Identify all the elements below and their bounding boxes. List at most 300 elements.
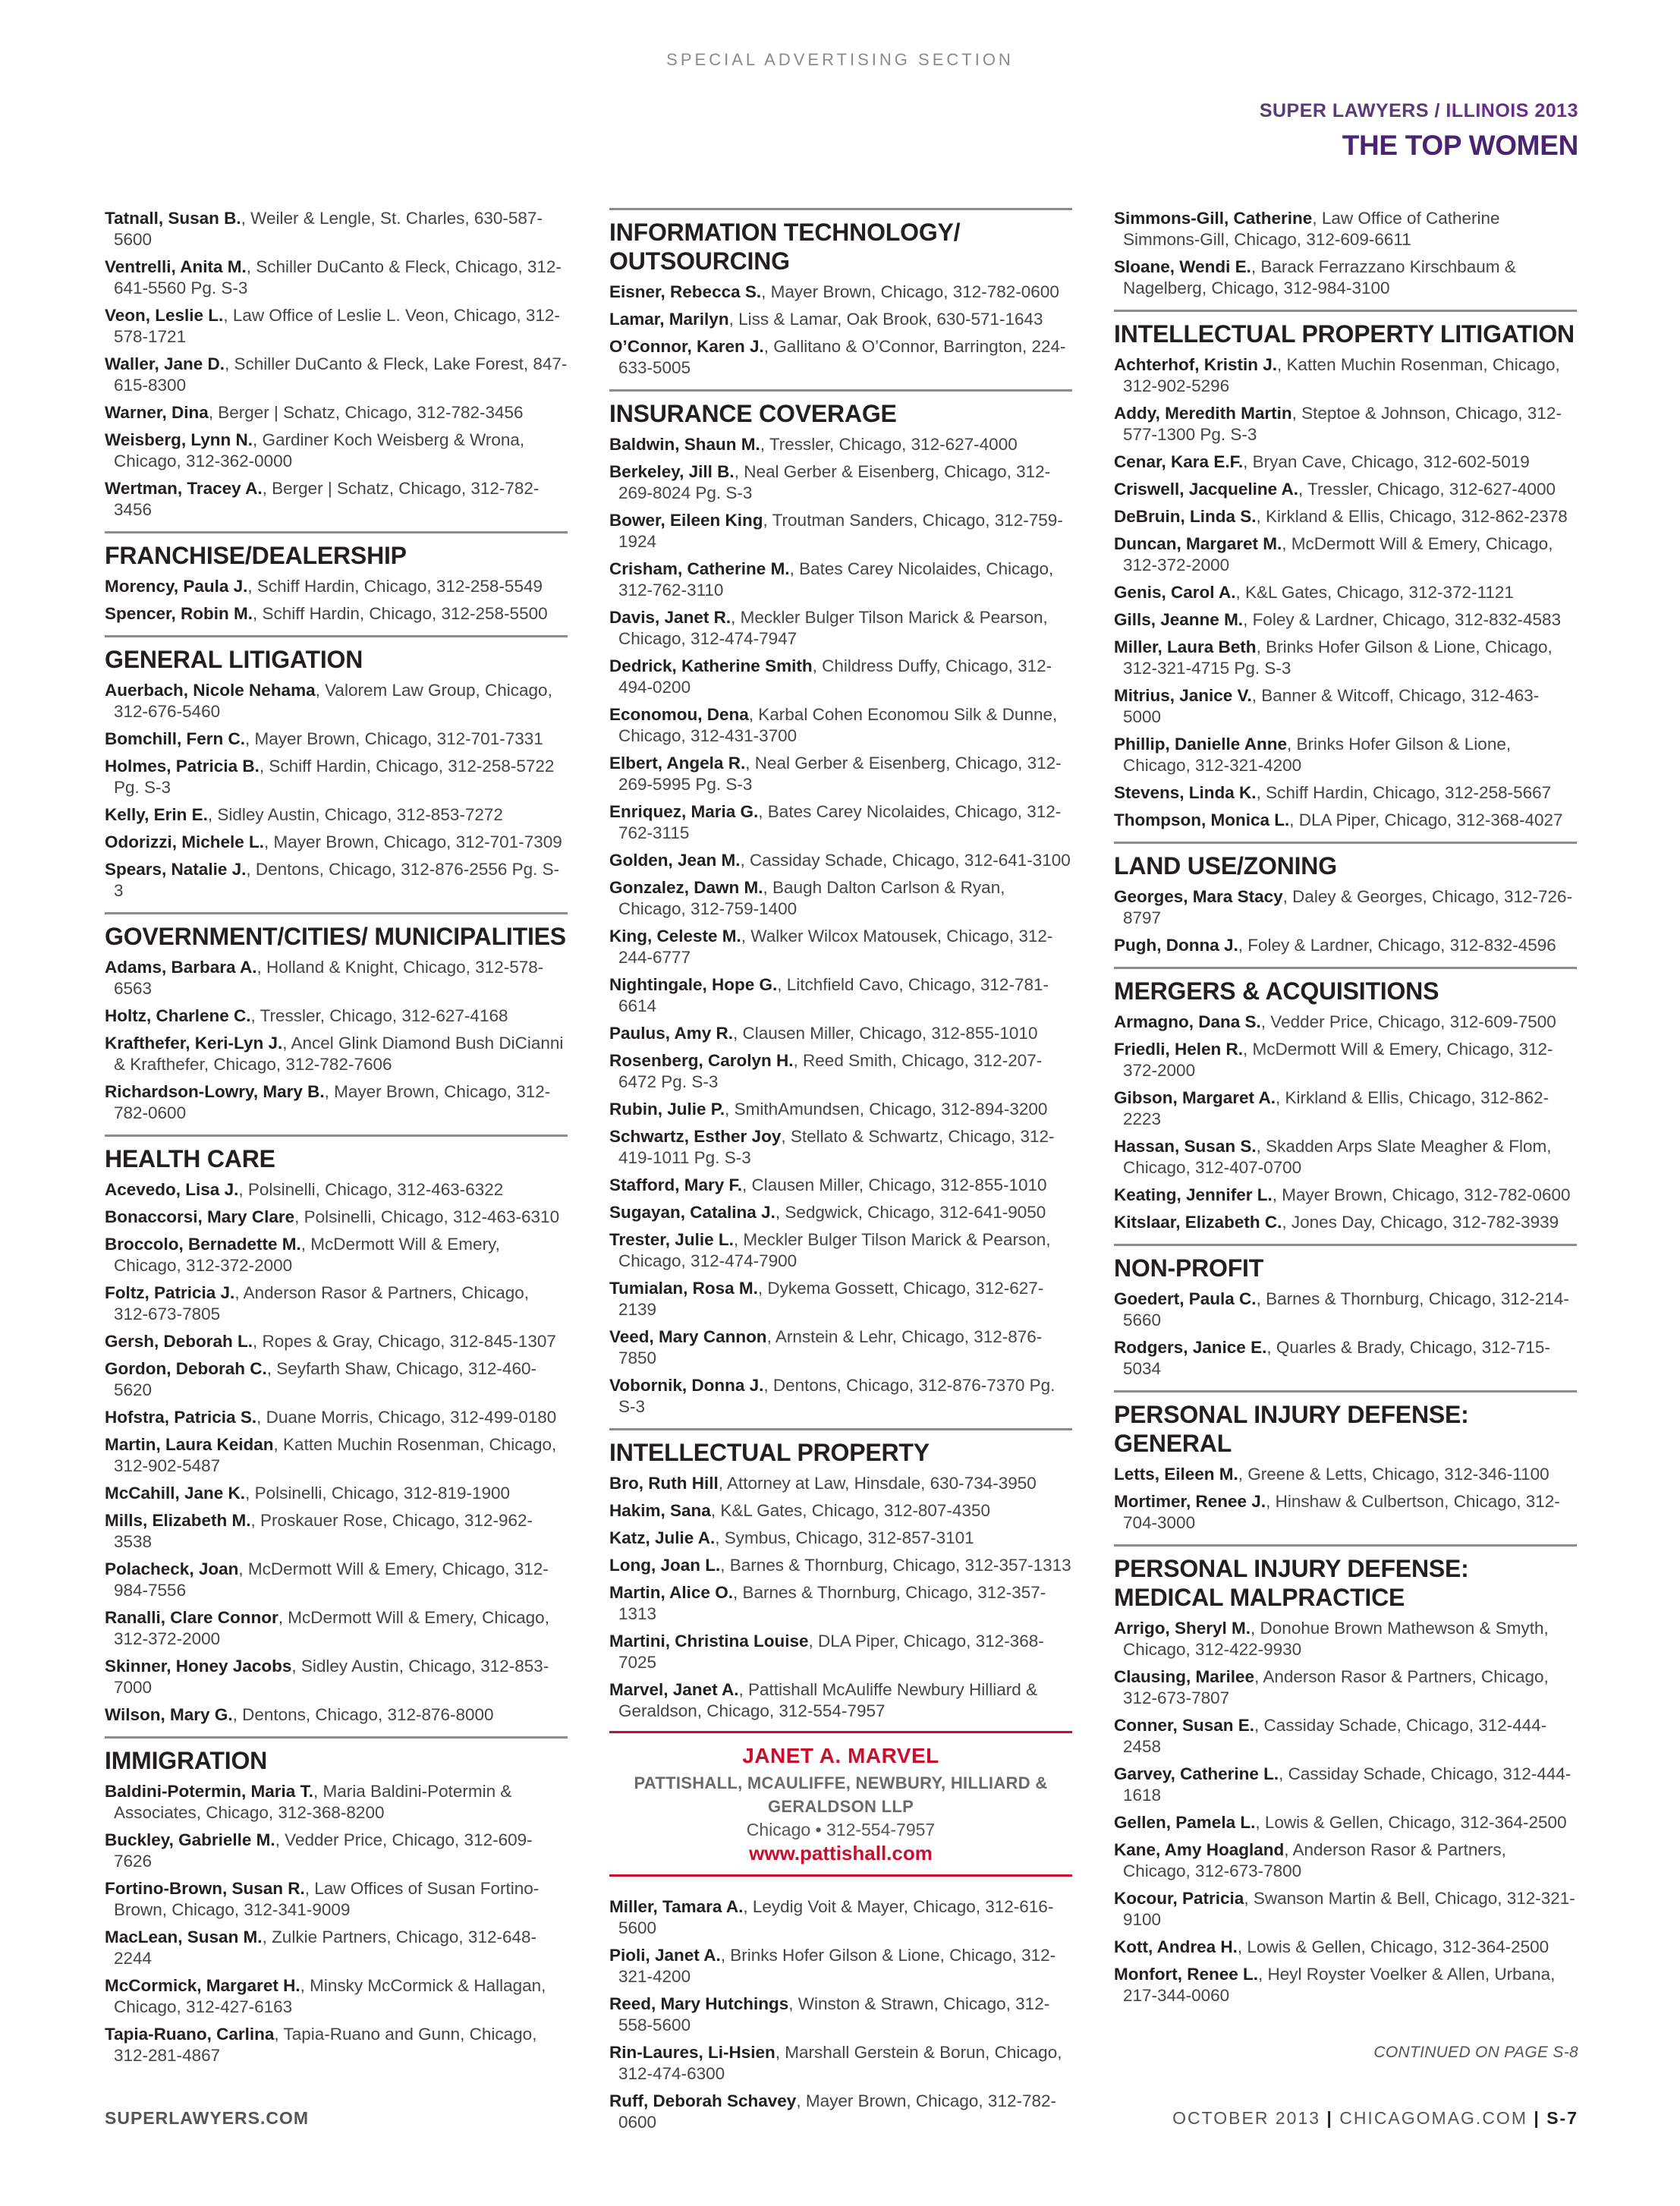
lawyer-detail: , Vedder Price, Chicago, 312-609-7626 (114, 1830, 533, 1871)
footer-date: OCTOBER 2013 (1172, 2108, 1320, 2128)
directory-section (609, 389, 1072, 1418)
lawyer-detail: , Sidley Austin, Chicago, 312-853-7272 (207, 805, 503, 824)
lawyer-detail: , Berger | Schatz, Chicago, 312-782-3456 (208, 403, 524, 422)
lawyer-detail: , Arnstein & Lehr, Chicago, 312-876-7850 (618, 1327, 1043, 1367)
lawyer-name: Criswell, Jacqueline A. (1114, 480, 1299, 499)
lawyer-detail: , Brinks Hofer Gilson & Lione, Chicago, 312-321-4200 (1123, 735, 1512, 775)
list-item (105, 1656, 568, 1698)
lawyer-name: Miller, Laura Beth (1114, 637, 1257, 656)
lawyer-name: Rodgers, Janice E. (1114, 1338, 1267, 1357)
lawyer-detail: , Gardiner Koch Weisberg & Wrona, Chicago, 312-362-0000 (114, 430, 525, 470)
lawyer-detail: , Minsky McCormick & Hallagan, Chicago, 312-427-6163 (114, 1976, 546, 2016)
lawyer-detail: , Mayer Brown, Chicago, 312-782-0600 (114, 1082, 551, 1122)
lawyer-name: Achterhof, Kristin J. (1114, 355, 1278, 374)
section-heading: INTELLECTUAL PROPERTY (609, 1428, 1072, 1467)
lawyer-detail: , Katten Muchin Rosenman, Chicago, 312-902-5296 (1123, 355, 1560, 395)
lawyer-detail: , Stellato & Schwartz, Chicago, 312-419-1011 Pg. S-3 (618, 1127, 1055, 1167)
lawyer-detail: , Schiff Hardin, Chicago, 312-258-5722 Pg. S-3 (114, 757, 555, 797)
list-item (609, 1202, 1072, 1223)
section-heading: PERSONAL INJURY DEFENSE: GENERAL (1114, 1390, 1577, 1458)
lawyer-name: Clausing, Marilee (1114, 1667, 1255, 1686)
list-item (105, 680, 568, 722)
lawyer-name: Fortino-Brown, Susan R. (105, 1879, 305, 1898)
lawyer-detail: , Mayer Brown, Chicago, 312-782-0600 (761, 282, 1059, 301)
lawyer-name: Elbert, Angela R. (609, 754, 746, 773)
page-number: S-7 (1546, 2108, 1578, 2128)
lawyer-name: Long, Joan L. (609, 1556, 721, 1575)
lawyer-name: Paulus, Amy R. (609, 1024, 733, 1043)
lawyer-name: DeBruin, Linda S. (1114, 507, 1257, 526)
lawyer-name: Addy, Meredith Martin (1114, 404, 1292, 423)
list-item (1114, 354, 1577, 397)
list-item (1114, 1464, 1577, 1485)
lawyer-name: Kane, Amy Hoagland (1114, 1840, 1285, 1859)
lawyer-name: Spencer, Robin M. (105, 604, 253, 623)
lawyer-name: Gordon, Deborah C. (105, 1359, 267, 1378)
brand-name: SUPER LAWYERS / (1259, 100, 1440, 121)
lawyer-name: Kocour, Patricia (1114, 1889, 1244, 1908)
list-item (609, 1050, 1072, 1093)
list-item (1114, 637, 1577, 679)
ad-firm: PATTISHALL, MCAULIFFE, NEWBURY, HILLIARD & GERALDSON LLP (634, 1773, 1048, 1816)
lawyer-detail: , Tressler, Chicago, 312-627-4000 (760, 435, 1018, 454)
ad-name: JANET A. MARVEL (742, 1744, 939, 1767)
lawyer-detail: , Barnes & Thornburg, Chicago, 312-214-5660 (1123, 1289, 1569, 1330)
lawyer-detail: , Hinshaw & Culbertson, Chicago, 312-704-3000 (1123, 1492, 1560, 1532)
lawyer-name: Simmons-Gill, Catherine (1114, 209, 1313, 228)
lawyer-detail: , Anderson Rasor & Partners, Chicago, 312-673-7805 (114, 1283, 530, 1323)
lawyer-detail: , Steptoe & Johnson, Chicago, 312-577-1300 Pg. S-3 (1123, 404, 1562, 444)
directory-section (105, 1134, 568, 1726)
list-item (105, 859, 568, 902)
section-heading: PERSONAL INJURY DEFENSE: MEDICAL MALPRACTICE (1114, 1544, 1577, 1612)
lawyer-name: Hassan, Susan S. (1114, 1137, 1257, 1156)
list-item (105, 957, 568, 999)
list-item (1114, 609, 1577, 631)
lawyer-name: Holtz, Charlene C. (105, 1006, 251, 1025)
lawyer-detail: , Meckler Bulger Tilson Marick & Pearson, Chicago, 312-474-7947 (618, 608, 1048, 648)
lawyer-detail: , Ropes & Gray, Chicago, 312-845-1307 (253, 1332, 556, 1351)
lawyer-name: Garvey, Catherine L. (1114, 1764, 1279, 1783)
list-item (609, 1375, 1072, 1418)
lawyer-name: Veon, Leslie L. (105, 306, 224, 325)
list-item (105, 1207, 568, 1228)
list-item (1114, 886, 1577, 929)
lawyer-detail: , Sidley Austin, Chicago, 312-853-7000 (114, 1657, 549, 1697)
lawyer-detail: , Barnes & Thornburg, Chicago, 312-357-1313 (618, 1583, 1046, 1623)
lawyer-name: Rubin, Julie P. (609, 1100, 725, 1119)
lawyer-name: Baldini-Potermin, Maria T. (105, 1782, 314, 1801)
lawyer-name: Pugh, Donna J. (1114, 936, 1238, 955)
directory-section (609, 1428, 1072, 2133)
lawyer-detail: , Greene & Letts, Chicago, 312-346-1100 (1238, 1465, 1549, 1484)
lawyer-name: Gills, Jeanne M. (1114, 610, 1244, 629)
lawyer-detail: , Schiller DuCanto & Fleck, Chicago, 312-641-5560 Pg. S-3 (114, 257, 562, 297)
directory-section (1114, 1390, 1577, 1534)
footer-site: CHICAGOMAG.COM (1339, 2108, 1527, 2128)
lawyer-detail: , Holland & Knight, Chicago, 312-578-6563 (114, 958, 544, 998)
lawyer-name: Skinner, Honey Jacobs (105, 1657, 292, 1676)
lawyer-detail: , Donohue Brown Mathewson & Smyth, Chicago, 312-422-9930 (1123, 1619, 1549, 1659)
lawyer-detail: , Tressler, Chicago, 312-627-4000 (1298, 480, 1556, 499)
lawyer-name: Mortimer, Renee J. (1114, 1492, 1266, 1511)
lawyer-name: Phillip, Danielle Anne (1114, 735, 1287, 754)
list-item (105, 1559, 568, 1601)
directory-section (1114, 310, 1577, 831)
lawyer-name: Martini, Christina Louise (609, 1632, 809, 1651)
lawyer-name: O’Connor, Karen J. (609, 337, 764, 356)
lawyer-name: Odorizzi, Michele L. (105, 832, 265, 851)
list-item (1114, 1012, 1577, 1033)
lawyer-name: Duncan, Margaret M. (1114, 534, 1282, 553)
lawyer-name: Adams, Barbara A. (105, 958, 257, 977)
list-item (609, 974, 1072, 1017)
lawyer-name: Lamar, Marilyn (609, 310, 729, 329)
page-title: THE TOP WOMEN (1342, 130, 1578, 161)
special-advertising-banner: SPECIAL ADVERTISING SECTION (666, 50, 1014, 69)
list-item (1114, 533, 1577, 576)
lawyer-name: Morency, Paula J. (105, 577, 248, 596)
directory-section (105, 635, 568, 902)
lawyer-detail: , Winston & Strawn, Chicago, 312-558-5600 (618, 1994, 1050, 2034)
lawyer-name: Georges, Mara Stacy (1114, 887, 1283, 906)
directory-section (1114, 1544, 1577, 2006)
lawyer-name: Stevens, Linda K. (1114, 783, 1257, 802)
list-item (609, 434, 1072, 455)
lawyer-detail: , Reed Smith, Chicago, 312-207-6472 Pg. S-3 (618, 1051, 1043, 1091)
lawyer-detail: , Bates Carey Nicolaides, Chicago, 312-762-3115 (618, 802, 1062, 842)
lawyer-name: Acevedo, Lisa J. (105, 1180, 239, 1199)
lawyer-detail: , Neal Gerber & Eisenberg, Chicago, 312-269-8024 Pg. S-3 (618, 462, 1051, 502)
lawyer-detail: , Neal Gerber & Eisenberg, Chicago, 312-269-5995 Pg. S-3 (618, 754, 1062, 794)
list-item (105, 603, 568, 625)
list-item (609, 1278, 1072, 1320)
lawyer-detail: , Cassiday Schade, Chicago, 312-641-3100 (740, 851, 1071, 870)
list-item (609, 1896, 1072, 1939)
lawyer-name: Martin, Alice O. (609, 1583, 733, 1602)
directory-section (105, 912, 568, 1124)
list-item (1114, 1087, 1577, 1130)
lawyer-detail: , Polsinelli, Chicago, 312-463-6322 (238, 1180, 504, 1199)
list-item (1114, 1937, 1577, 1958)
lawyer-name: Krafthefer, Keri-Lyn J. (105, 1034, 283, 1053)
list-item (105, 1878, 568, 1921)
directory-section (105, 531, 568, 625)
lawyer-detail: , Swanson Martin & Bell, Chicago, 312-321-9100 (1123, 1889, 1575, 1929)
lawyer-detail: , Karbal Cohen Economou Silk & Dunne, Chicago, 312-431-3700 (618, 705, 1058, 745)
section-heading: MERGERS & ACQUISITIONS (1114, 967, 1577, 1005)
lawyer-name: Baldwin, Shaun M. (609, 435, 760, 454)
list-item (609, 1326, 1072, 1369)
lawyer-name: Holmes, Patricia B. (105, 757, 260, 776)
lawyer-detail: , Duane Morris, Chicago, 312-499-0180 (256, 1408, 557, 1427)
list-item (105, 804, 568, 826)
lawyer-name: Keating, Jennifer L. (1114, 1185, 1273, 1204)
lawyer-detail: , Anderson Rasor & Partners, Chicago, 312-673-7807 (1123, 1667, 1549, 1707)
lawyer-name: Trester, Julie L. (609, 1230, 734, 1249)
list-item (609, 309, 1072, 330)
list-item (609, 656, 1072, 698)
footer-website[interactable]: SUPERLAWYERS.COM (105, 2108, 310, 2128)
lawyer-detail: , Dentons, Chicago, 312-876-2556 Pg. S-3 (114, 860, 560, 900)
lawyer-detail: , Cassiday Schade, Chicago, 312-444-1618 (1123, 1764, 1571, 1805)
lawyer-name: Monfort, Renee L. (1114, 1965, 1258, 1984)
lawyer-detail: , Weiler & Lengle, St. Charles, 630-587-5600 (114, 209, 543, 249)
brand-edition: ILLINOIS 2013 (1446, 100, 1578, 121)
list-item (105, 1975, 568, 2018)
list-item (105, 256, 568, 299)
list-item (609, 1631, 1072, 1673)
section-heading: IMMIGRATION (105, 1736, 568, 1775)
lawyer-detail: , Brinks Hofer Gilson & Lione, Chicago, 312-321-4715 Pg. S-3 (1123, 637, 1553, 678)
list-item (1114, 1289, 1577, 1331)
lawyer-detail: , Dykema Gossett, Chicago, 312-627-2139 (618, 1279, 1044, 1319)
list-item (609, 2042, 1072, 2085)
list-item (1114, 452, 1577, 473)
lawyer-detail: , McDermott Will & Emery, Chicago, 312-372-2000 (114, 1235, 500, 1275)
lawyer-name: Enriquez, Maria G. (609, 802, 759, 821)
lawyer-name: Friedli, Helen R. (1114, 1040, 1244, 1059)
list-item (1114, 208, 1577, 250)
lawyer-detail: , Mayer Brown, Chicago, 312-782-0600 (1272, 1185, 1571, 1204)
list-item (1114, 256, 1577, 299)
lawyer-detail: , Foley & Lardner, Chicago, 312-832-4596 (1238, 936, 1556, 955)
lawyer-detail: , Banner & Witcoff, Chicago, 312-463-5000 (1123, 686, 1540, 726)
lawyer-name: Tatnall, Susan B. (105, 209, 241, 228)
list-item (1114, 810, 1577, 831)
list-item (1114, 1839, 1577, 1882)
list-item (105, 354, 568, 396)
lawyer-detail: , K&L Gates, Chicago, 312-807-4350 (710, 1501, 990, 1520)
lawyer-name: Rin-Laures, Li-Hsien (609, 2043, 776, 2062)
lawyer-detail: , Berger | Schatz, Chicago, 312-782-3456 (114, 479, 540, 519)
lawyer-name: Bower, Eileen King (609, 511, 763, 530)
lawyer-detail: , McDermott Will & Emery, Chicago, 312-372-2000 (1123, 534, 1553, 574)
lawyer-name: Schwartz, Esther Joy (609, 1127, 782, 1146)
lawyer-name: Goedert, Paula C. (1114, 1289, 1257, 1308)
lawyer-name: Wilson, Mary G. (105, 1705, 233, 1724)
list-item (1114, 685, 1577, 728)
lawyer-name: Warner, Dina (105, 403, 209, 422)
list-item (105, 832, 568, 853)
lawyer-detail: , Schiff Hardin, Chicago, 312-258-5549 (247, 577, 543, 596)
lawyer-detail: , Symbus, Chicago, 312-857-3101 (715, 1528, 974, 1547)
lawyer-detail: , Law Offices of Susan Fortino-Brown, Chicago, 312-341-9009 (114, 1879, 540, 1919)
section-heading: INFORMATION TECHNOLOGY/ OUTSOURCING (609, 208, 1072, 275)
lawyer-name: Kott, Andrea H. (1114, 1937, 1238, 1956)
list-item (1114, 734, 1577, 776)
list-item (105, 1927, 568, 1969)
list-item (105, 1704, 568, 1726)
section-heading: INTELLECTUAL PROPERTY LITIGATION (1114, 310, 1577, 348)
list-item (105, 729, 568, 750)
column-3 (1114, 208, 1577, 2017)
lawyer-detail: , Law Office of Catherine Simmons-Gill, Chicago, 312-609-6611 (1123, 209, 1500, 249)
lawyer-name: Sugayan, Catalina J. (609, 1203, 776, 1222)
section-heading: GENERAL LITIGATION (105, 635, 568, 674)
list-item (609, 1500, 1072, 1522)
column-1 (105, 208, 568, 2077)
lawyer-detail: , Dentons, Chicago, 312-876-8000 (232, 1705, 494, 1724)
featured-ad (609, 1731, 1072, 1877)
list-item (1114, 1618, 1577, 1660)
lawyer-name: Hakim, Sana (609, 1501, 711, 1520)
lawyer-detail: , Gallitano & O’Connor, Barrington, 224-633-5005 (618, 337, 1066, 377)
list-item (1114, 1337, 1577, 1380)
lawyer-name: Wertman, Tracey A. (105, 479, 263, 498)
list-item (105, 1483, 568, 1504)
list-item (609, 1229, 1072, 1272)
lawyer-detail: , Seyfarth Shaw, Chicago, 312-460-5620 (114, 1359, 536, 1399)
list-item (105, 1510, 568, 1553)
lawyer-name: Veed, Mary Cannon (609, 1327, 767, 1346)
lawyer-name: Richardson-Lowry, Mary B. (105, 1082, 325, 1101)
lawyer-detail: , Cassiday Schade, Chicago, 312-444-2458 (1123, 1716, 1547, 1756)
continued-note: CONTINUED ON PAGE S-8 (1373, 2044, 1578, 2061)
list-item (609, 1099, 1072, 1120)
lawyer-name: Rosenberg, Carolyn H. (609, 1051, 794, 1070)
lawyer-detail: , Mayer Brown, Chicago, 312-782-0600 (618, 2091, 1056, 2132)
lawyer-detail: , Schiller DuCanto & Fleck, Lake Forest, 847-615-8300 (114, 354, 568, 395)
list-item (105, 1781, 568, 1824)
list-item (105, 2024, 568, 2066)
lawyer-name: Letts, Eileen M. (1114, 1465, 1238, 1484)
lawyer-name: Auerbach, Nicole Nehama (105, 681, 316, 700)
lawyer-name: Thompson, Monica L. (1114, 810, 1290, 829)
lawyer-name: Martin, Laura Keidan (105, 1435, 274, 1454)
ad-url-link[interactable]: www.pattishall.com (749, 1842, 933, 1865)
lawyer-name: Genis, Carol A. (1114, 583, 1236, 602)
list-item (105, 1282, 568, 1325)
list-item (105, 1607, 568, 1650)
list-item (1114, 1812, 1577, 1833)
lawyer-name: Stafford, Mary F. (609, 1175, 743, 1194)
list-item (609, 753, 1072, 795)
lawyer-name: Eisner, Rebecca S. (609, 282, 762, 301)
lawyer-detail: , Ancel Glink Diamond Bush DiCianni & Krafthefer, Chicago, 312-782-7606 (114, 1034, 564, 1074)
lawyer-detail: , Sedgwick, Chicago, 312-641-9050 (775, 1203, 1046, 1222)
lawyer-detail: , Pattishall McAuliffe Newbury Hilliard & Geraldson, Chicago, 312-554-7957 (618, 1680, 1037, 1720)
list-item (1114, 582, 1577, 603)
lawyer-detail: , Litchfield Cavo, Chicago, 312-781-6614 (618, 975, 1049, 1015)
lawyer-name: Broccolo, Bernadette M. (105, 1235, 301, 1254)
lawyer-name: Davis, Janet R. (609, 608, 731, 627)
brand-line (1260, 100, 1578, 122)
directory-section (609, 208, 1072, 379)
list-item (1114, 403, 1577, 445)
list-item (105, 1081, 568, 1124)
list-item (1114, 1666, 1577, 1709)
lawyer-detail: , Brinks Hofer Gilson & Lione, Chicago, 312-321-4200 (618, 1946, 1056, 1986)
lawyer-detail: , DLA Piper, Chicago, 312-368-4027 (1289, 810, 1563, 829)
lawyer-detail: , McDermott Will & Emery, Chicago, 312-984-7556 (114, 1559, 549, 1600)
lawyer-detail: , SmithAmundsen, Chicago, 312-894-3200 (725, 1100, 1048, 1119)
list-item (1114, 1212, 1577, 1233)
list-item (609, 1994, 1072, 2036)
list-item (1114, 1185, 1577, 1206)
list-item (609, 1528, 1072, 1549)
lawyer-detail: , Tressler, Chicago, 312-627-4168 (250, 1006, 508, 1025)
lawyer-detail: , Daley & Georges, Chicago, 312-726-8797 (1123, 887, 1573, 927)
ad-phone: Chicago • 312-554-7957 (746, 1820, 936, 1839)
list-item (1114, 1715, 1577, 1758)
lawyer-detail: , Meckler Bulger Tilson Marick & Pearson, Chicago, 312-474-7900 (618, 1230, 1051, 1270)
lawyer-detail: , Childress Duffy, Chicago, 312-494-0200 (618, 656, 1052, 697)
lawyer-name: Ventrelli, Anita M. (105, 257, 247, 276)
lawyer-detail: , Vedder Price, Chicago, 312-609-7500 (1260, 1012, 1556, 1031)
list-item (609, 1126, 1072, 1169)
lawyer-detail: , Barnes & Thornburg, Chicago, 312-357-1313 (720, 1556, 1071, 1575)
lawyer-name: Ranalli, Clare Connor (105, 1608, 278, 1627)
lawyer-detail: , Clausen Miller, Chicago, 312-855-1010 (742, 1175, 1047, 1194)
directory-section (1114, 208, 1577, 299)
lawyer-name: Mitrius, Janice V. (1114, 686, 1252, 705)
lawyer-name: Arrigo, Sheryl M. (1114, 1619, 1251, 1638)
lawyer-detail: , Kirkland & Ellis, Chicago, 312-862-2378 (1256, 507, 1568, 526)
list-item (1114, 479, 1577, 500)
lawyer-name: Cenar, Kara E.F. (1114, 452, 1244, 471)
lawyer-detail: , Quarles & Brady, Chicago, 312-715-5034 (1123, 1338, 1550, 1378)
lawyer-detail: , Liss & Lamar, Oak Brook, 630-571-1643 (728, 310, 1043, 329)
lawyer-detail: , Jones Day, Chicago, 312-782-3939 (1282, 1213, 1559, 1232)
lawyer-detail: , Tapia-Ruano and Gunn, Chicago, 312-281-4867 (114, 2025, 537, 2065)
footer-separator: | (1326, 2108, 1333, 2128)
list-item (609, 1555, 1072, 1576)
lawyer-detail: , McDermott Will & Emery, Chicago, 312-372-2000 (1123, 1040, 1553, 1080)
footer-separator: | (1534, 2108, 1540, 2128)
lawyer-detail: , Maria Baldini-Potermin & Associates, Chicago, 312-368-8200 (114, 1782, 512, 1822)
list-item (609, 1175, 1072, 1196)
list-item (105, 1033, 568, 1075)
list-item (609, 510, 1072, 552)
list-item (609, 1679, 1072, 1722)
list-item (609, 282, 1072, 303)
lawyer-detail: , Valorem Law Group, Chicago, 312-676-5460 (114, 681, 552, 721)
lawyer-name: Conner, Susan E. (1114, 1716, 1255, 1735)
lawyer-name: Miller, Tamara A. (609, 1897, 744, 1916)
lawyer-name: Nightingale, Hope G. (609, 975, 778, 994)
lawyer-name: Economou, Dena (609, 705, 749, 724)
list-item (105, 305, 568, 348)
lawyer-name: King, Celeste M. (609, 927, 741, 946)
directory-section (1114, 1244, 1577, 1380)
lawyer-detail: , Mayer Brown, Chicago, 312-701-7309 (264, 832, 562, 851)
lawyer-name: Marvel, Janet A. (609, 1680, 739, 1699)
lawyer-name: Kitslaar, Elizabeth C. (1114, 1213, 1282, 1232)
lawyer-detail: , Walker Wilcox Matousek, Chicago, 312-244-6777 (618, 927, 1053, 967)
lawyer-name: Mills, Elizabeth M. (105, 1511, 251, 1530)
section-heading: HEALTH CARE (105, 1134, 568, 1173)
list-item (609, 877, 1072, 920)
lawyer-detail: , Marshall Gerstein & Borun, Chicago, 312-474-6300 (618, 2043, 1062, 2083)
list-item (105, 1005, 568, 1027)
list-item (105, 1407, 568, 1428)
lawyer-detail: , Leydig Voit & Mayer, Chicago, 312-616-5600 (618, 1897, 1054, 1937)
lawyer-name: Bonaccorsi, Mary Clare (105, 1207, 295, 1226)
lawyer-name: Berkeley, Jill B. (609, 462, 735, 481)
lawyer-detail: , Bryan Cave, Chicago, 312-602-5019 (1243, 452, 1530, 471)
list-item (105, 1358, 568, 1401)
list-item (1114, 1491, 1577, 1534)
lawyer-name: McCormick, Margaret H. (105, 1976, 300, 1995)
lawyer-detail: , Dentons, Chicago, 312-876-7370 Pg. S-3 (618, 1376, 1056, 1416)
list-item (1114, 1964, 1577, 2006)
lawyer-name: Pioli, Janet A. (609, 1946, 721, 1965)
lawyer-detail: , Heyl Royster Voelker & Allen, Urbana, 217-344-0060 (1123, 1965, 1556, 2005)
list-item (105, 756, 568, 798)
lawyer-detail: , McDermott Will & Emery, Chicago, 312-372-2000 (114, 1608, 549, 1648)
list-item (609, 559, 1072, 601)
